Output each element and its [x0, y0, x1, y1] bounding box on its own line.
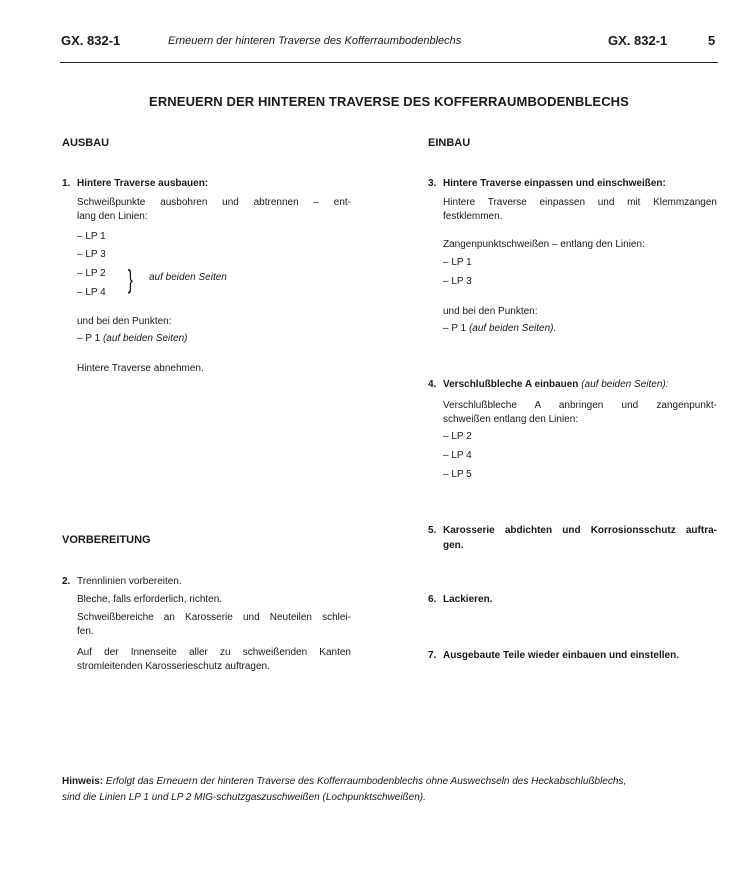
step-number: 3. [428, 178, 437, 189]
step-text: Bleche, falls erforderlich, richten. [77, 594, 223, 605]
list-item [77, 333, 187, 344]
list-item: – LP 2 [77, 268, 106, 279]
point-note: (auf beiden Seiten). [468, 323, 557, 334]
step-text: schweißen entlang den Linien: [443, 414, 579, 425]
note-label: Hinweis: [62, 776, 104, 787]
list-item: – LP 4 [443, 450, 472, 461]
page-number: 5 [708, 33, 716, 48]
point-note: (auf beiden Seiten) [102, 333, 188, 344]
page-title: ERNEUERN DER HINTEREN TRAVERSE DES KOFFERRAUMBODENBLECHS [149, 94, 629, 109]
step-number: 7. [428, 650, 437, 661]
list-item: – LP 3 [443, 276, 472, 287]
step-title: Hintere Traverse einpassen und einschweißen: [443, 178, 666, 189]
footnote [62, 774, 722, 806]
step-number: 6. [428, 594, 437, 605]
step-number: 1. [62, 178, 71, 189]
point-label: – P 1 [443, 323, 467, 334]
step-text: Schweißbereiche an Karosserie und Neuteilen schlei- [77, 612, 351, 623]
list-item: – LP 3 [77, 249, 106, 260]
list-item [443, 323, 556, 334]
step-title: Trennlinien vorbereiten. [77, 576, 182, 587]
step-title: Lackieren. [443, 594, 493, 605]
doc-code-right: GX. 832-1 [608, 33, 668, 48]
step-text: Verschlußbleche A anbringen und zangenpunkt- [443, 400, 717, 411]
step-text: und bei den Punkten: [77, 316, 172, 327]
step-text: fen. [77, 626, 94, 637]
section-heading-ausbau: AUSBAU [62, 137, 110, 149]
list-item: – LP 5 [443, 469, 472, 480]
step-text: Schweißpunkte ausbohren und abtrennen – ent- [77, 197, 351, 208]
step-number: 2. [62, 576, 71, 587]
step-text: Auf der Innenseite aller zu schweißenden Kanten [77, 647, 351, 658]
step-title: Ausgebaute Teile wieder einbauen und einstellen. [443, 650, 679, 661]
note-text: sind die Linien LP 1 und LP 2 MIG-schutzgaszuschweißen (Lochpunktschweißen). [62, 792, 426, 803]
step-title-note: (auf beiden Seiten): [581, 379, 669, 390]
step-number: 4. [428, 379, 437, 390]
step-number: 5. [428, 525, 437, 536]
brace-icon: } [127, 264, 133, 294]
list-item: – LP 1 [77, 231, 106, 242]
section-heading-einbau: EINBAU [428, 137, 471, 149]
step-text: Zangenpunktschweißen – entlang den Linien: [443, 239, 645, 250]
section-heading-vorbereitung: VORBEREITUNG [62, 534, 151, 546]
list-item: – LP 2 [443, 431, 472, 442]
step-text: festklemmen. [443, 211, 503, 222]
step-text: Hintere Traverse abnehmen. [77, 363, 204, 374]
list-item: – LP 1 [443, 257, 472, 268]
header-rule [60, 62, 718, 63]
step-text: Hintere Traverse einpassen und mit Klemmzangen [443, 197, 717, 208]
point-label: – P 1 [77, 333, 101, 344]
step-title: Karosserie abdichten und Korrosionsschutz auftra- [443, 525, 717, 536]
step-title: Verschlußbleche A einbauen (auf beiden Seiten): [443, 379, 669, 390]
step-text: lang den Linien: [77, 211, 148, 222]
step-text: stromleitenden Karosserieschutz auftragen. [77, 661, 270, 672]
step-title: Hintere Traverse ausbauen: [77, 178, 209, 189]
step-title: gen. [443, 540, 464, 551]
brace-note: auf beiden Seiten [149, 272, 227, 283]
list-item: – LP 4 [77, 287, 106, 298]
step-text: und bei den Punkten: [443, 306, 538, 317]
note-text: Erfolgt das Erneuern der hinteren Traverse des Kofferraumbodenblechs ohne Auswechseln des Heckabschlußblechs, [105, 776, 627, 787]
doc-code-left: GX. 832-1 [61, 33, 121, 48]
running-title: Erneuern der hinteren Traverse des Kofferraumbodenblechs [168, 35, 462, 47]
